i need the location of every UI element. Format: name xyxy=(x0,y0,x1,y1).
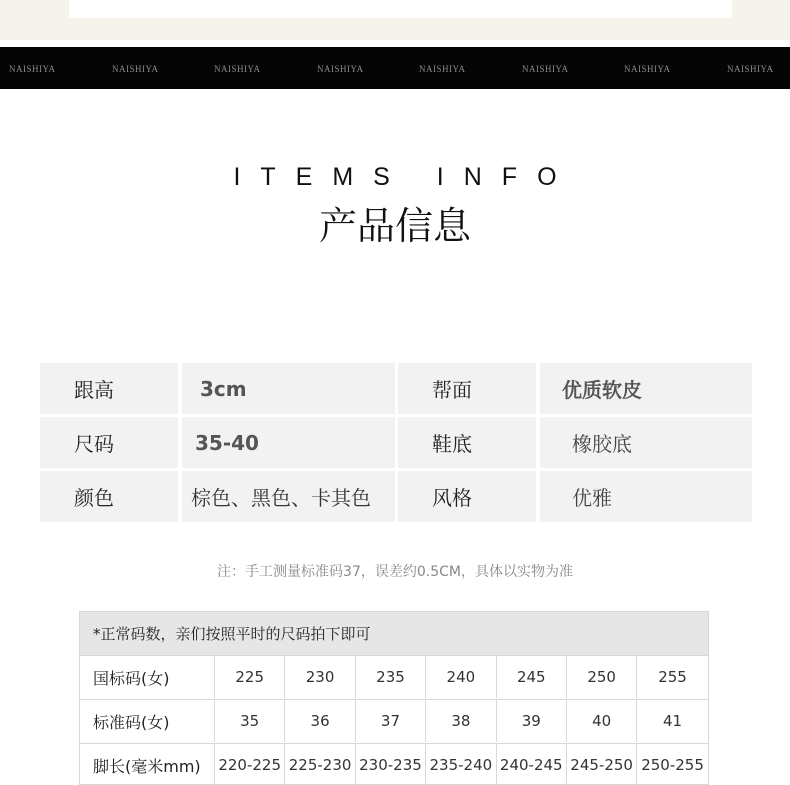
brand-mark: NAISHIYA xyxy=(522,64,569,74)
table-cell: 250 xyxy=(567,656,637,698)
table-cell: 35 xyxy=(215,700,285,742)
brand-mark: NAISHIYA xyxy=(419,64,466,74)
table-cell: 38 xyxy=(426,700,496,742)
measure-note: 注：手工测量标准码37，误差约0.5CM，具体以实物为准 xyxy=(217,564,573,580)
table-cell: 40 xyxy=(567,700,637,742)
table-cell: 250-255 xyxy=(641,756,704,774)
table-cell: 245-250 xyxy=(567,744,637,785)
brand-mark: NAISHIYA xyxy=(214,64,261,74)
table-cell: 36 xyxy=(285,700,355,742)
table-row xyxy=(80,699,708,742)
section-title-en: ITEMS INFO xyxy=(233,163,577,191)
spec-table xyxy=(40,363,752,522)
spec-label-size: 尺码 xyxy=(40,417,178,468)
section-title-cn: 产品信息 xyxy=(318,204,471,248)
brand-mark: NAISHIYA xyxy=(112,64,159,74)
row-label: 脚长(毫米mm) xyxy=(80,744,215,785)
brand-mark: NAISHIYA xyxy=(624,64,671,74)
table-cell: 225 xyxy=(215,656,285,698)
table-cell: 37 xyxy=(356,700,426,742)
brand-mark: NAISHIYA xyxy=(9,64,56,74)
table-cell: 220-225 xyxy=(215,744,285,785)
spec-value-heel: 3cm xyxy=(182,363,395,414)
table-cell: 235 xyxy=(356,656,426,698)
brand-strip xyxy=(0,47,790,89)
spec-label-upper: 帮面 xyxy=(398,363,536,414)
spec-label-style: 风格 xyxy=(398,471,536,522)
top-band xyxy=(0,0,790,40)
spec-value-sole: 橡胶底 xyxy=(540,417,752,468)
table-cell: 41 xyxy=(662,712,683,730)
row-label: 标准码(女) xyxy=(80,700,215,742)
size-chart-header: *正常码数，亲们按照平时的尺码拍下即可 xyxy=(80,612,708,655)
table-cell: 240-245 xyxy=(497,744,567,785)
size-chart xyxy=(79,611,709,785)
top-card xyxy=(69,0,732,18)
spec-value-upper: 优质软皮 xyxy=(540,363,752,414)
spec-value-style: 优雅 xyxy=(540,471,752,522)
row-label: 国标码(女) xyxy=(80,656,215,698)
brand-mark: NAISHIYA xyxy=(317,64,364,74)
spec-value-color: 棕色、黑色、卡其色 xyxy=(182,471,395,522)
table-cell: 225-230 xyxy=(285,744,355,785)
spec-label-heel: 跟高 xyxy=(40,363,178,414)
spec-value-size: 35-40 xyxy=(182,417,395,468)
table-cell: 230-235 xyxy=(356,744,426,785)
table-row xyxy=(80,743,708,785)
table-cell: 230 xyxy=(285,656,355,698)
table-cell: 245 xyxy=(497,656,567,698)
spec-label-sole: 鞋底 xyxy=(398,417,536,468)
table-row xyxy=(80,655,708,698)
table-cell: 255 xyxy=(658,668,687,686)
brand-mark: NAISHIYA xyxy=(727,64,774,74)
spec-label-color: 颜色 xyxy=(40,471,178,522)
table-cell: 235-240 xyxy=(426,744,496,785)
table-cell: 39 xyxy=(497,700,567,742)
table-cell: 240 xyxy=(426,656,496,698)
